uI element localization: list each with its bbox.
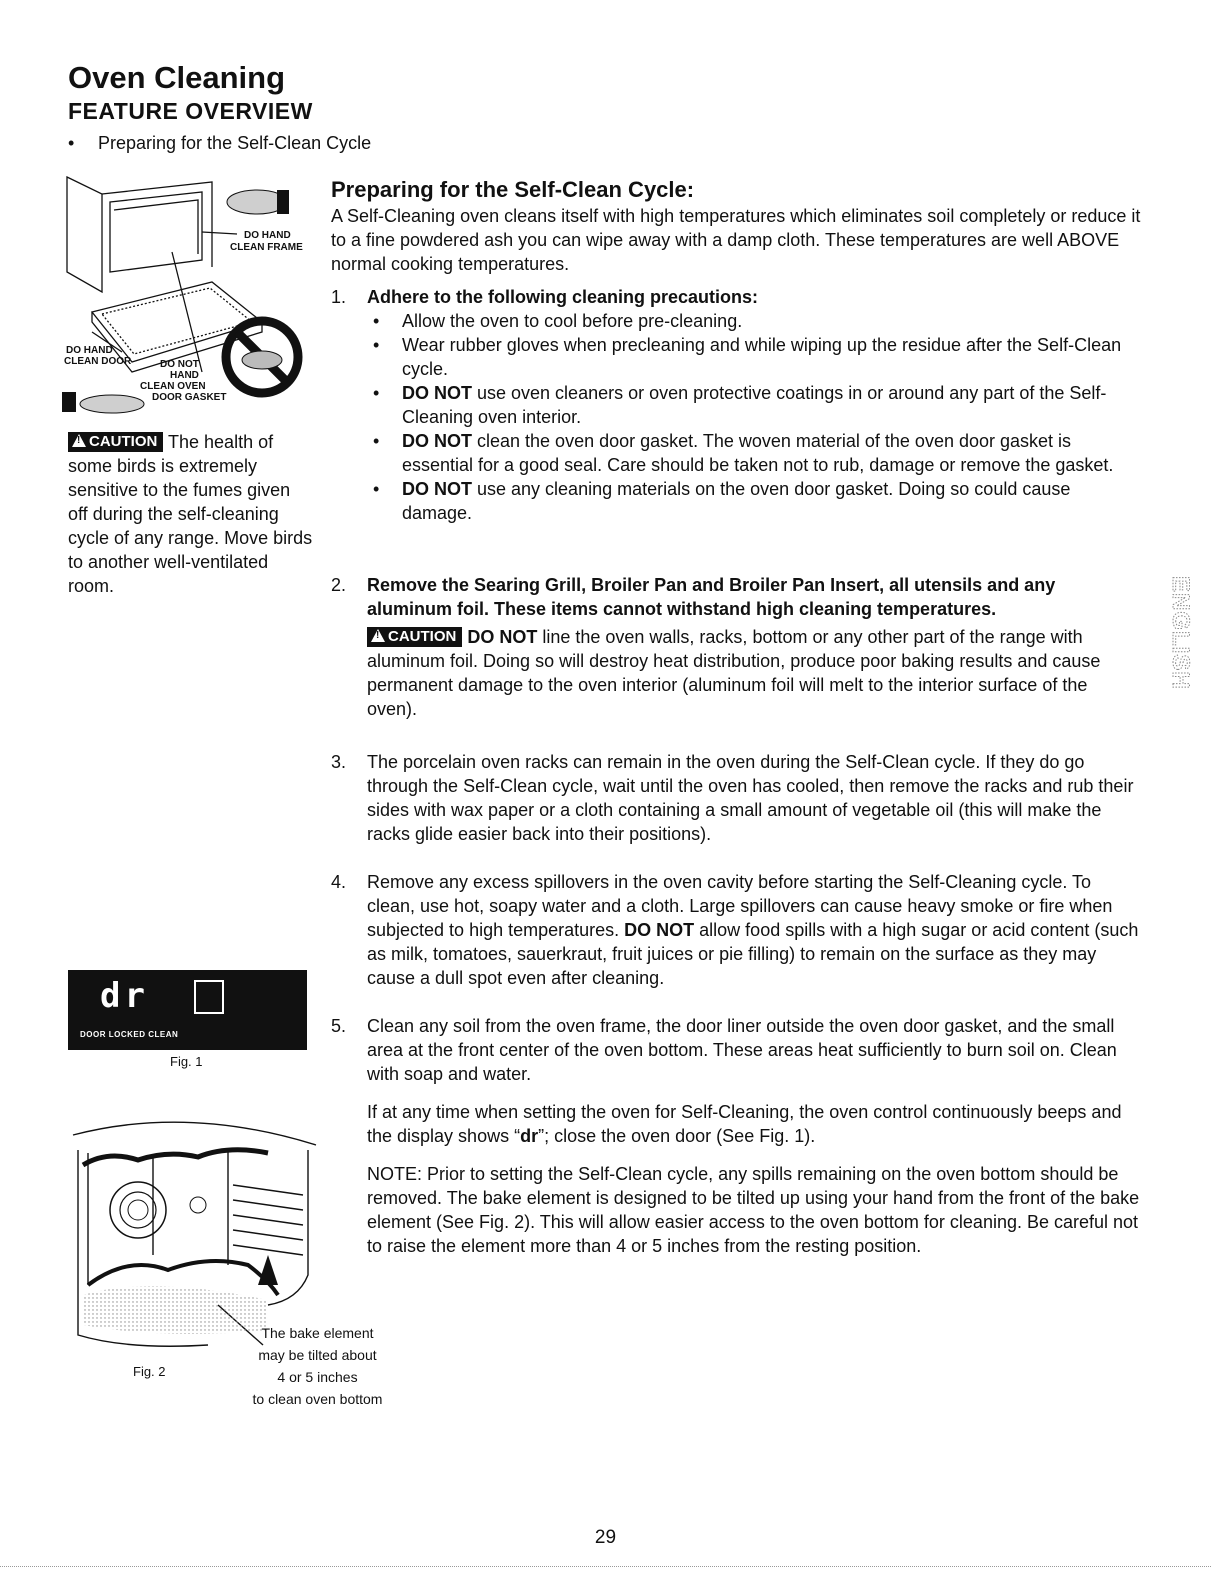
- oven-display-panel: [68, 970, 307, 1050]
- step-4-text: Remove any excess spillovers in the oven cavity before starting the Self-Cleaning cycle. To clean, use hot, soapy water and a cloth. Large spillovers can cause heavy smoke or fire when subjected to high temperatures.: [367, 872, 1113, 940]
- bake-caption-line-4: to clean oven bottom: [252, 1391, 383, 1407]
- step-4-text-cont: allow food spills with a high sugar or acid content (such as milk, tomatoes, sauerkraut, fruit juices or pie filling) to remain on the surface as they may cause a dull spot even after cleaning.: [367, 920, 1139, 988]
- foil-caution-text: line the oven walls, racks, bottom or any other part of the range with aluminum foil. Doing so will destroy heat distribution, produce poor baking results and cause permanent damage to the oven interior (aluminum foil will melt to the interior surface of the oven).: [367, 627, 1101, 719]
- overview-list-item: [68, 133, 371, 154]
- do-not-emphasis: DO NOT: [402, 383, 472, 403]
- display-lock-box-icon: [194, 980, 224, 1014]
- language-tab-english: [1156, 568, 1194, 718]
- section-subtitle: FEATURE OVERVIEW: [68, 98, 313, 124]
- bottom-divider: [0, 1566, 1211, 1567]
- bullet-icon: •: [68, 133, 75, 153]
- bake-caption-line-1: The bake element: [261, 1325, 374, 1341]
- display-digits: dr: [100, 976, 149, 1016]
- intro-paragraph: A Self-Cleaning oven cleans itself with high temperatures which eliminates soil completely or reduce it to a fine powdered ash you can wipe away with a damp cloth. These temperatures are well ABOVE normal cooking temperatures.: [331, 206, 1141, 274]
- label-do-hand-clean-frame-2: CLEAN FRAME: [230, 242, 303, 253]
- precaution-item: [367, 381, 1142, 429]
- precaution-text: Wear rubber gloves when precleaning and while wiping up the residue after the Self-Clean cycle.: [402, 335, 1122, 379]
- bullet-icon: •: [373, 431, 380, 451]
- label-do-not-3: CLEAN OVEN: [140, 381, 206, 392]
- precaution-text: use oven cleaners or oven protective coatings in or around any part of the Self-Cleaning oven interior.: [402, 383, 1107, 427]
- step-1-title: Adhere to the following cleaning precautions:: [367, 287, 759, 307]
- label-do-hand-clean-frame-1: DO HAND: [244, 230, 291, 241]
- caution-badge-label: CAUTION: [388, 628, 457, 645]
- step-number: 4.: [331, 872, 347, 892]
- step-3-text: The porcelain oven racks can remain in the oven during the Self-Clean cycle. If they do go through the Self-Clean cycle, wait until the oven has cooled, then remove the racks and rub their sides with wax paper or a cloth containing a small amount of vegetable oil (this will make the racks glide easier back into their positions).: [367, 752, 1134, 844]
- bake-element-illustration: [68, 1105, 318, 1350]
- bake-caption-line-3: 4 or 5 inches: [277, 1369, 358, 1385]
- step-number: 5.: [331, 1016, 347, 1036]
- section-heading: Preparing for the Self-Clean Cycle:: [331, 177, 695, 202]
- bird-caution-text: The health of some birds is extremely sensitive to the fumes given off during the self-cleaning cycle of any range. Move birds to another well-ventilated room.: [68, 432, 313, 596]
- warning-triangle-icon: [72, 434, 86, 447]
- overview-item-label: Preparing for the Self-Clean Cycle: [98, 133, 372, 153]
- step-number: 3.: [331, 752, 347, 772]
- arrow-up-icon: [258, 1255, 278, 1285]
- label-do-not-2: HAND: [170, 370, 199, 381]
- language-tab-label: ENGLISH: [1167, 576, 1194, 690]
- precaution-item: [367, 429, 1142, 477]
- do-not-emphasis: DO NOT: [624, 920, 695, 940]
- do-not-emphasis: DO NOT: [467, 627, 538, 647]
- page-title: Oven Cleaning: [68, 60, 286, 95]
- dr-display-note: [367, 1100, 1142, 1148]
- label-do-not-1: DO NOT: [160, 359, 199, 370]
- bullet-icon: •: [373, 311, 380, 331]
- fig1-caption: Fig. 1: [170, 1054, 203, 1069]
- fig2-caption: Fig. 2: [133, 1364, 166, 1379]
- dr-note-text: If at any time when setting the oven for Self-Cleaning, the oven control continuously beeps and the display shows “: [367, 1102, 1122, 1146]
- caution-badge: [68, 432, 163, 452]
- step-5-text: Clean any soil from the oven frame, the door liner outside the oven door gasket, and the small area at the front center of the oven bottom. These areas heat sufficiently to burn soil on. Clean with soap and water.: [367, 1016, 1117, 1084]
- do-not-emphasis: DO NOT: [402, 431, 472, 451]
- bake-element-caption: [230, 1322, 405, 1410]
- bullet-icon: •: [373, 335, 380, 355]
- precaution-text: clean the oven door gasket. The woven material of the oven door gasket is essential for a good seal. Care should be taken not to rub, damage or remove the gasket.: [402, 431, 1114, 475]
- precaution-text: use any cleaning materials on the oven door gasket. Doing so could cause damage.: [402, 479, 1071, 523]
- precaution-item: [367, 333, 1142, 381]
- label-do-hand-clean-door-1: DO HAND: [66, 345, 113, 356]
- step-2-title: Remove the Searing Grill, Broiler Pan and Broiler Pan Insert, all utensils and any aluminum foil. These items cannot withstand high cleaning temperatures.: [367, 575, 1056, 619]
- label-do-hand-clean-door-2: CLEAN DOOR: [64, 356, 132, 367]
- bullet-icon: •: [373, 479, 380, 499]
- do-not-emphasis: DO NOT: [402, 479, 472, 499]
- main-content: [331, 178, 1146, 276]
- caution-badge-label: CAUTION: [89, 433, 158, 450]
- page-number: 29: [594, 1527, 617, 1548]
- bird-caution-note: [68, 430, 313, 598]
- label-do-not-4: DOOR GASKET: [152, 392, 227, 403]
- step-number: 2.: [331, 575, 347, 595]
- bake-caption-line-2: may be tilted about: [258, 1347, 377, 1363]
- dr-note-text-cont: ”; close the oven door (See Fig. 1).: [538, 1126, 816, 1146]
- display-status-text: DOOR LOCKED CLEAN: [80, 1030, 179, 1039]
- foil-caution-note: [367, 625, 1142, 721]
- precaution-item: [367, 309, 1142, 333]
- warning-triangle-icon: [371, 629, 385, 642]
- caution-badge: [367, 627, 462, 647]
- dr-code: dr: [520, 1126, 539, 1146]
- precaution-item: [367, 477, 1142, 525]
- step-number: 1.: [331, 287, 347, 307]
- bake-element-note: NOTE: Prior to setting the Self-Clean cycle, any spills remaining on the oven bottom should be removed. The bake element is designed to be tilted up using your hand from the front of the bake element (See Fig. 2). This will allow easier access to the oven bottom for cleaning. Be careful not to raise the element more than 4 or 5 inches from the resting position.: [367, 1164, 1140, 1256]
- oven-gasket-illustration: [62, 172, 307, 417]
- bullet-icon: •: [373, 383, 380, 403]
- precaution-text: Allow the oven to cool before pre-cleaning.: [402, 311, 743, 331]
